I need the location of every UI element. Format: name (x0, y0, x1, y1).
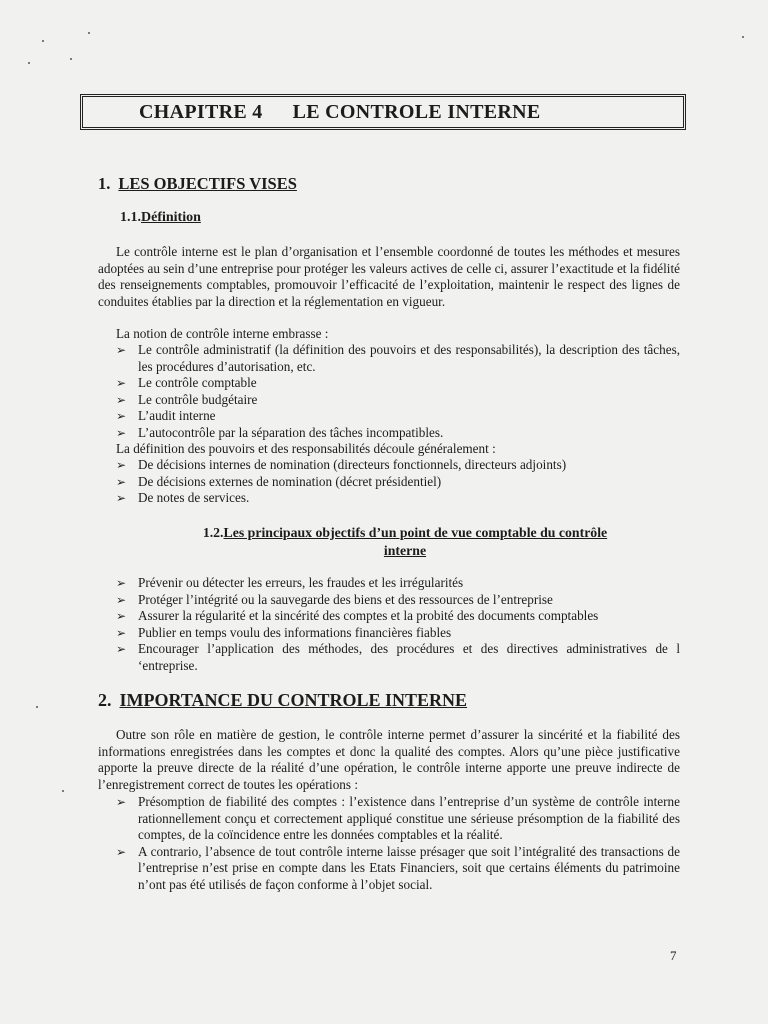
list-item: ➢ De notes de services. (116, 490, 250, 506)
list-intro: La notion de contrôle interne embrasse : (116, 326, 329, 341)
subsection-1-2-heading (130, 524, 680, 560)
list-item: ➢ Assurer la régularité et la sincérité des comptes et la probité des documents comptables (116, 608, 599, 624)
arrow-bullet-icon: ➢ (116, 343, 127, 357)
paragraph-text: Le contrôle interne est le plan d’organisation et l’ensemble coordonné de toutes les méthodes et mesures adoptées au sein d’une entreprise pour protéger les valeurs actives de celle ci, assurer l’exactitude et la fidélité des renseignements comptables, promouvoir l’efficacité de l’exploitation, maintenir le respect des lignes de conduites établies par la direction et la réglementation en vigueur. (98, 244, 680, 309)
arrow-bullet-icon: ➢ (116, 795, 127, 809)
powers-list (116, 457, 680, 507)
arrow-bullet-icon: ➢ (116, 642, 127, 657)
chapter-label: CHAPITRE 4 (139, 100, 263, 123)
subsection-number: 1.2. (202, 525, 224, 540)
section-title: IMPORTANCE DU CONTROLE INTERNE (119, 690, 468, 710)
section-title: LES OBJECTIFS VISES (118, 174, 297, 193)
importance-list (116, 794, 680, 894)
section-1-heading (98, 174, 297, 194)
list-item: ➢ A contrario, l’absence de tout contrôle interne laisse présager que soit l’intégralité des transactions de l’entreprise n’est prise en compte dans les Etats Financiers, soit que certains éléments du patrimoine n’ont pas été utilisés de façon conforme à l’objet social. (116, 843, 680, 892)
importance-paragraph (98, 727, 680, 793)
chapter-title-box (80, 94, 686, 130)
list-item: ➢ Publier en temps voulu des informations financières fiables (116, 624, 452, 640)
section-2-heading (98, 690, 467, 711)
arrow-bullet-icon: ➢ (116, 392, 127, 407)
section-number: 2. (98, 690, 112, 710)
arrow-bullet-icon: ➢ (116, 376, 127, 391)
notion-list (116, 342, 680, 442)
subsection-1-1-heading (120, 210, 201, 226)
paragraph-text: Outre son rôle en matière de gestion, le contrôle interne permet d’assurer la sincérité et la fiabilité des informations enregistrées dans les comptes et donc la qualité des comptes. Alors qu’une pièce justificative apporte la preuve directe de la réalité d’une opération, le contrôle interne apporte une preuve indirecte de l’enregistrement correct de toutes les opérations : (98, 727, 680, 792)
scan-speck (42, 40, 44, 42)
scan-speck (62, 790, 64, 792)
arrow-bullet-icon: ➢ (116, 844, 127, 859)
section-number: 1. (98, 174, 111, 193)
arrow-bullet-icon: ➢ (116, 576, 127, 590)
arrow-bullet-icon: ➢ (116, 609, 127, 624)
list-item: ➢ Le contrôle administratif (la définition des pouvoirs et des responsabilités), la description des tâches, les procédures d’autorisation, etc. (116, 342, 680, 374)
scan-speck (88, 32, 90, 34)
list-item: ➢ Le contrôle comptable (116, 375, 257, 391)
scan-speck (742, 36, 744, 38)
chapter-title: LE CONTROLE INTERNE (292, 100, 541, 123)
scan-speck (28, 62, 30, 64)
list-item: ➢ Encourager l’application des méthodes, des procédures et des directives administratives de l ‘entreprise. (116, 641, 680, 673)
list-item: ➢ L’audit interne (116, 408, 216, 424)
list-item: ➢ De décisions internes de nomination (directeurs fonctionnels, directeurs adjoints) (116, 457, 567, 472)
subsection-title-line1: Les principaux objectifs d’un point de vue comptable du contrôle (223, 525, 608, 540)
arrow-bullet-icon: ➢ (116, 491, 127, 506)
scan-speck (36, 706, 38, 708)
list-item: ➢ Présomption de fiabilité des comptes : l’existence dans l’entreprise d’un système de contrôle interne rationnellement conçu et correctement appliqué constitue une sérieuse présomption de la fiabilité des comptes, de la coïncidence entre les données comptables et la réalité. (116, 794, 680, 843)
subsection-title: Définition (141, 210, 201, 225)
objectives-list (116, 575, 680, 675)
scan-speck (70, 58, 72, 60)
arrow-bullet-icon: ➢ (116, 592, 127, 607)
page-number: 7 (670, 948, 677, 963)
arrow-bullet-icon: ➢ (116, 409, 127, 424)
arrow-bullet-icon: ➢ (116, 625, 127, 640)
arrow-bullet-icon: ➢ (116, 425, 127, 440)
subsection-title-line2: interne (383, 543, 427, 558)
list-item: ➢ L’autocontrôle par la séparation des tâches incompatibles. (116, 424, 444, 440)
list-item: ➢ Protéger l’intégrité ou la sauvegarde des biens et des ressources de l’entreprise (116, 591, 553, 607)
arrow-bullet-icon: ➢ (116, 474, 127, 489)
list-item: ➢ De décisions externes de nomination (décret présidentiel) (116, 473, 442, 489)
subsection-number: 1.1. (120, 210, 141, 225)
list-intro: La définition des pouvoirs et des responsabilités découle généralement : (116, 441, 496, 456)
arrow-bullet-icon: ➢ (116, 458, 127, 472)
list-item: ➢ Le contrôle budgétaire (116, 391, 258, 407)
list-item: ➢ Prévenir ou détecter les erreurs, les fraudes et les irrégularités (116, 575, 464, 590)
definition-paragraph (98, 244, 680, 310)
